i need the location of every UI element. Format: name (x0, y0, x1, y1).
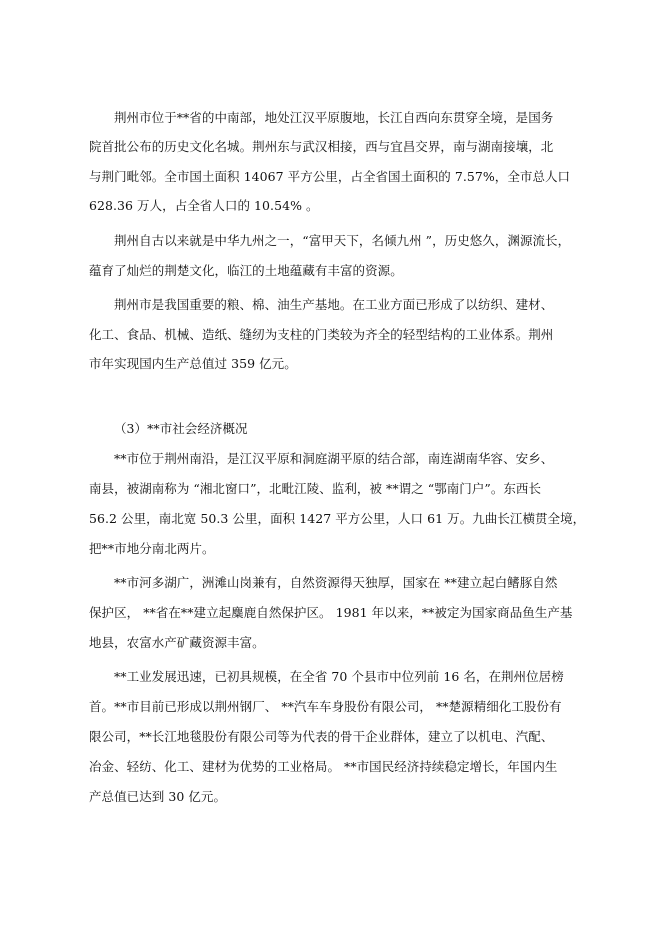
paragraph-4-line-3: 56.2 公里，南北宽 50.3 公里，面积 1427 平方公里，人口 61 万。九曲长江横贯全境， (89, 511, 586, 526)
paragraph-5-line-1: **市河多湖广，洲滩山岗兼有，自然资源得天独厚，国家在 **建立起白鳍豚自然 (114, 575, 558, 590)
paragraph-6-line-1: **工业发展迅速，已初具规模，在全省 70 个县市中位列前 16 名，在荆州位居榜 (114, 669, 564, 684)
paragraph-6-line-2: 首。**市目前已形成以荆州钢厂、 **汽车车身股份有限公司， **楚源精细化工股份有 (89, 699, 562, 714)
paragraph-3-line-2: 化工、食品、机械、造纸、缝纫为支柱的门类较为齐全的轻型结构的工业体系。荆州 (89, 327, 554, 342)
paragraph-6-line-4: 冶金、轻纺、化工、建材为优势的工业格局。 **市国民经济持续稳定增长，年国内生 (89, 759, 558, 774)
paragraph-1-line-4: 628.36 万人，占全省人口的 10.54% 。 (89, 198, 319, 213)
paragraph-2-line-1: 荆州自古以来就是中华九州之一，“富甲天下，名倾九州 ”，历史悠久，渊源流长， (114, 233, 571, 248)
paragraph-1-line-3: 与荆门毗邻。全市国土面积 14067 平方公里，占全省国土面积的 7.57%，全市总人口 (89, 169, 571, 184)
section-heading: （3）**市社会经济概况 (114, 421, 248, 436)
paragraph-3-line-3: 市年实现国内生产总值过 359 亿元。 (89, 356, 297, 371)
paragraph-6-line-3: 限公司，**长江地毯股份有限公司等为代表的骨干企业群体，建立了以机电、汽配、 (89, 729, 554, 744)
paragraph-2-line-2: 蕴育了灿烂的荆楚文化，临江的土地蕴藏有丰富的资源。 (89, 263, 403, 278)
paragraph-1-line-1: 荆州市位于**省的中南部，地处江汉平原腹地，长江自西向东贯穿全境，是国务 (114, 110, 554, 125)
paragraph-4-line-1: **市位于荆州南沿，是江汉平原和洞庭湖平原的结合部，南连湖南华容、安乡、 (114, 451, 554, 466)
paragraph-5-line-3: 地县，农富水产矿藏资源丰富。 (89, 635, 265, 650)
paragraph-1-line-2: 院首批公布的历史文化名城。荆州东与武汉相接，西与宜昌交界，南与湖南接壤，北 (89, 139, 554, 154)
paragraph-3-line-1: 荆州市是我国重要的粮、棉、油生产基地。在工业方面已形成了以纺织、建材、 (114, 297, 554, 312)
paragraph-4-line-2: 南县，被湖南称为 “湘北窗口”，北毗江陵、监利，被 **谓之 “鄂南门户”。东西长 (89, 481, 542, 496)
paragraph-6-line-5: 产总值已达到 30 亿元。 (89, 789, 227, 804)
paragraph-5-line-2: 保护区， **省在**建立起麋鹿自然保护区。 1981 年以来，**被定为国家商品鱼生产基 (89, 605, 573, 620)
paragraph-4-line-4: 把**市地分南北两片。 (89, 541, 215, 556)
